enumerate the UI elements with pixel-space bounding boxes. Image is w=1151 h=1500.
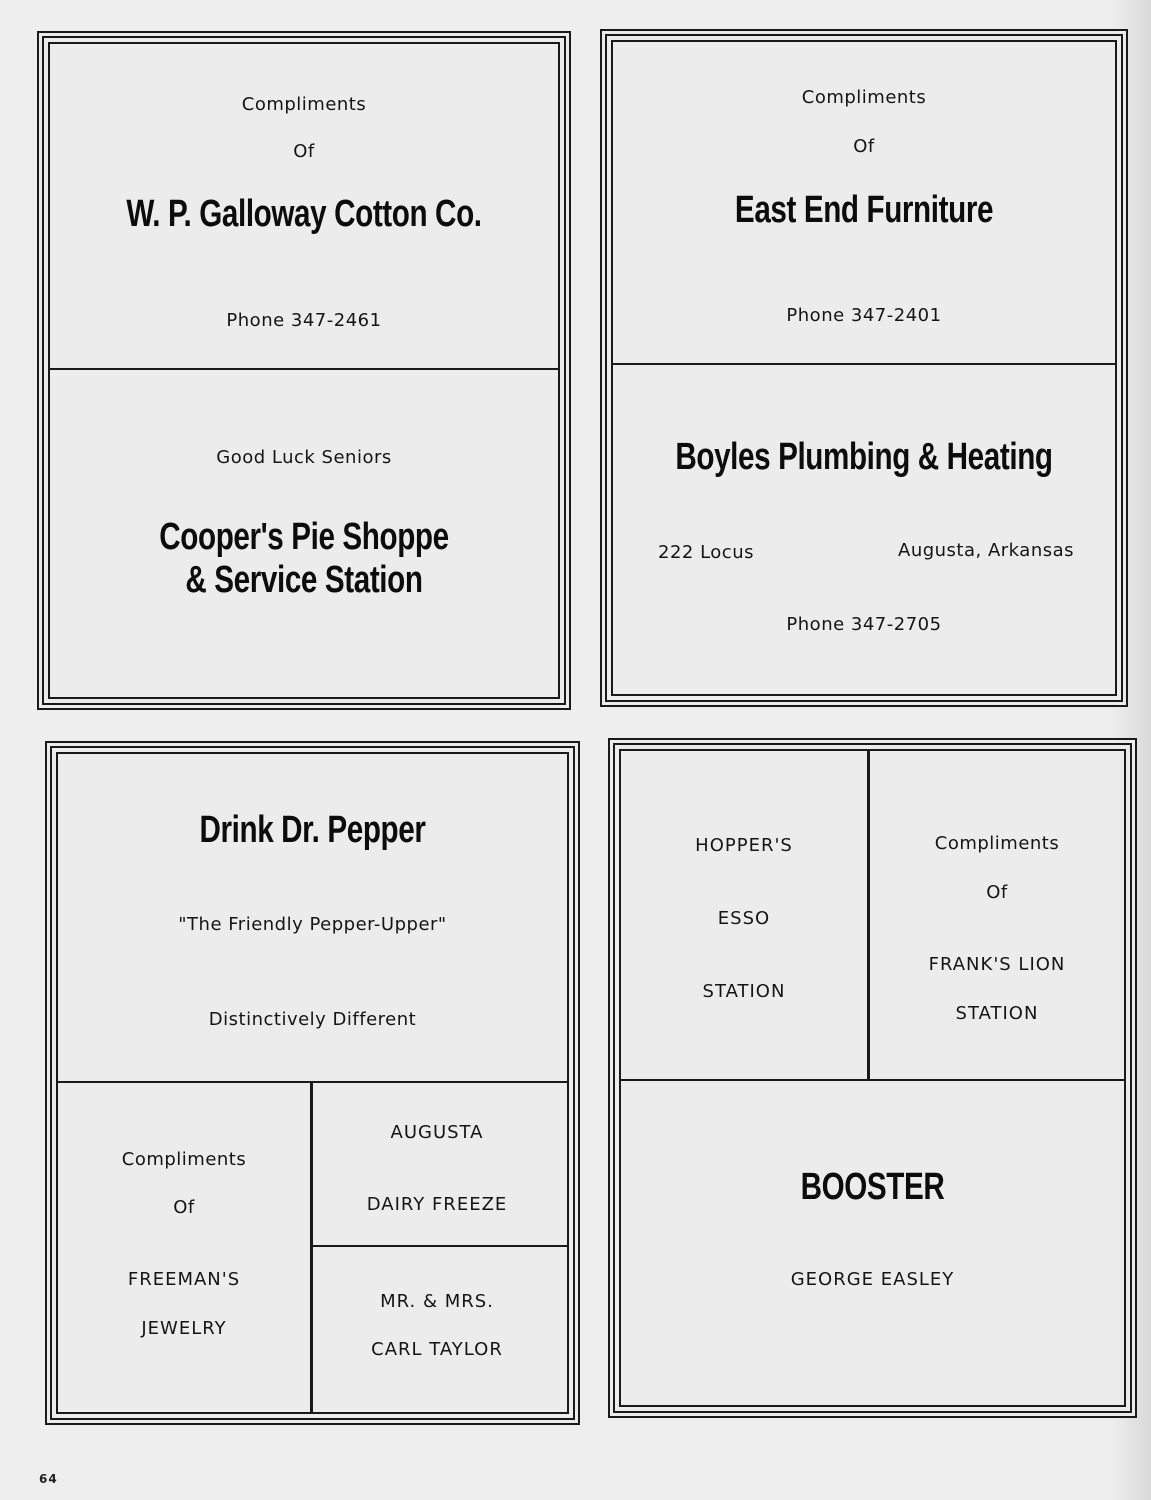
- taylor-line1: MR. & MRS.: [380, 1291, 494, 1312]
- galloway-compliments: Compliments: [241, 94, 367, 115]
- dairy-freeze-line2: DAIRY FREEZE: [366, 1194, 508, 1215]
- boyles-phone: Phone 347-2705: [786, 614, 942, 635]
- frank-name-line1: FRANK'S LION: [928, 954, 1066, 975]
- boyles-address: 222 Locus: [658, 542, 754, 563]
- boyles-ad: [613, 367, 1115, 687]
- frank-ad: [870, 751, 1124, 1079]
- freeman-name-line1: FREEMAN'S: [127, 1269, 241, 1290]
- cooper-name-line2: & Service Station: [185, 559, 423, 601]
- galloway-of: Of: [293, 141, 315, 162]
- ad-frame-top-left: [37, 31, 571, 710]
- ad-frame-top-right: [600, 29, 1128, 707]
- boyles-company-name: Boyles Plumbing & Heating: [675, 436, 1053, 478]
- east-end-phone: Phone 347-2401: [786, 305, 942, 326]
- divider-top-left: [50, 368, 558, 370]
- hopper-line1: HOPPER'S: [695, 835, 793, 856]
- ad-frame-bottom-left: [45, 741, 580, 1425]
- east-end-company-name: East End Furniture: [734, 189, 994, 231]
- east-end-compliments: Compliments: [801, 87, 927, 108]
- page-number: 64: [39, 1472, 58, 1486]
- east-end-of: Of: [853, 136, 875, 157]
- cooper-ad: [50, 372, 558, 692]
- freeman-of: Of: [173, 1197, 195, 1218]
- divider-bottom-right-horizontal: [621, 1079, 1124, 1081]
- frank-name-line2: STATION: [955, 1003, 1039, 1024]
- dairy-freeze-line1: AUGUSTA: [390, 1122, 484, 1143]
- hopper-line3: STATION: [702, 981, 786, 1002]
- cooper-name-line1: Cooper's Pie Shoppe: [159, 516, 449, 558]
- dr-pepper-headline: Drink Dr. Pepper: [199, 809, 426, 851]
- taylor-line2: CARL TAYLOR: [371, 1339, 503, 1360]
- taylor-ad: [313, 1247, 561, 1415]
- hopper-line2: ESSO: [717, 908, 771, 929]
- dairy-freeze-ad: [313, 1084, 561, 1245]
- freeman-ad: [58, 1084, 310, 1414]
- ad-frame-bottom-right: [608, 738, 1137, 1418]
- freeman-compliments: Compliments: [121, 1149, 247, 1170]
- booster-ad: [621, 1082, 1124, 1402]
- boyles-city: Augusta, Arkansas: [898, 540, 1075, 561]
- east-end-ad: [613, 42, 1115, 367]
- hopper-ad: [621, 751, 867, 1079]
- dr-pepper-tagline: Distinctively Different: [208, 1009, 417, 1030]
- booster-name: GEORGE EASLEY: [790, 1269, 955, 1290]
- galloway-ad: [50, 44, 558, 374]
- galloway-phone: Phone 347-2461: [226, 310, 382, 331]
- cooper-greeting: Good Luck Seniors: [216, 447, 392, 468]
- galloway-company-name: W. P. Galloway Cotton Co.: [126, 193, 482, 235]
- freeman-name-line2: JEWELRY: [141, 1318, 227, 1339]
- booster-headline: BOOSTER: [800, 1166, 945, 1208]
- frank-compliments: Compliments: [934, 833, 1060, 854]
- dr-pepper-slogan: "The Friendly Pepper-Upper": [178, 914, 447, 935]
- dr-pepper-ad: [58, 754, 567, 1084]
- divider-top-right: [613, 363, 1115, 365]
- frank-of: Of: [986, 882, 1008, 903]
